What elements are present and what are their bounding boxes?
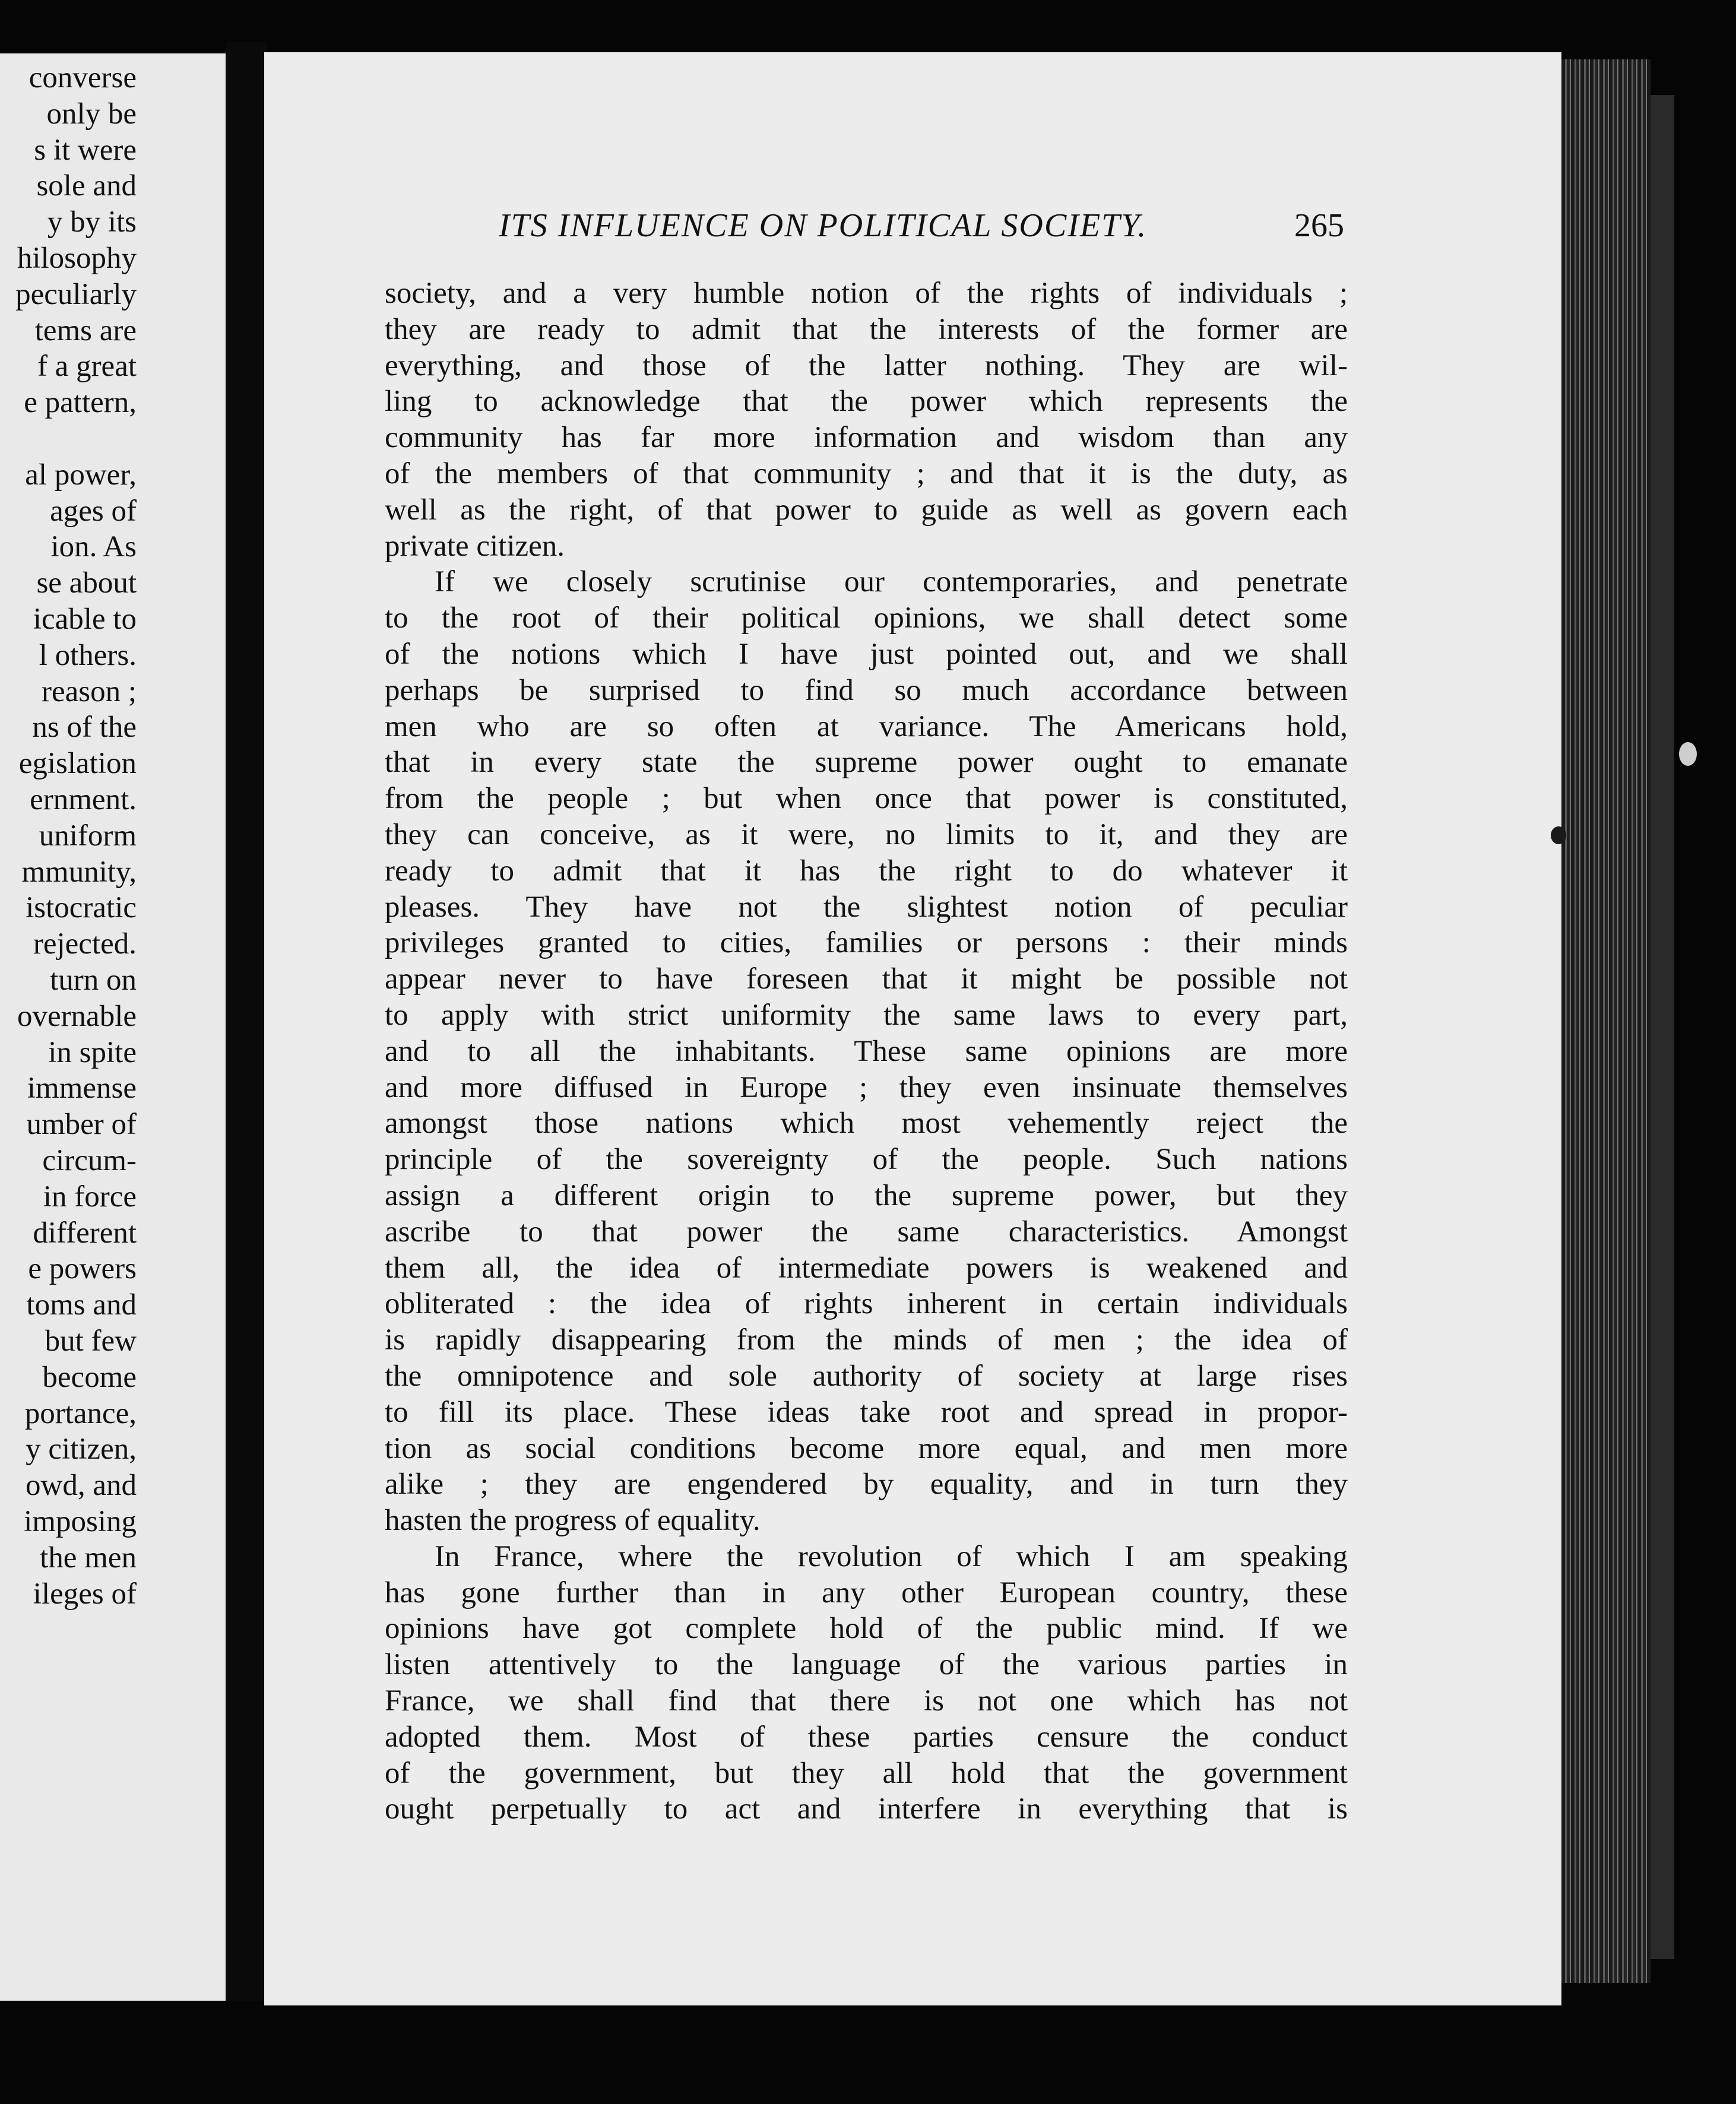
left-page-line: se about: [36, 566, 137, 600]
text-line: In France, where the revolution of which I am speaking: [435, 1539, 1348, 1573]
text-line: private citizen.: [385, 529, 565, 563]
text-line: If we closely scrutinise our contemporaries, and penetrate: [435, 565, 1348, 599]
left-page-line: ion. As: [50, 530, 137, 564]
text-line: to fill its place. These ideas take root and spread in propor-: [385, 1395, 1348, 1429]
text-line: ling to acknowledge that the power which represents the: [385, 385, 1348, 419]
text-line: adopted them. Most of these parties censure the conduct: [385, 1720, 1348, 1754]
text-line: perhaps be surprised to find so much accordance between: [385, 673, 1348, 707]
left-page-line: circum-: [42, 1144, 137, 1177]
left-page-line: in force: [43, 1180, 137, 1213]
text-line: tion as social conditions become more equal, and men more: [385, 1431, 1348, 1465]
left-page-line: owd, and: [26, 1469, 137, 1503]
left-page-line: s it were: [34, 133, 137, 167]
left-page-line: e powers: [28, 1252, 137, 1286]
left-page-line: ages of: [50, 494, 137, 528]
text-line: everything, and those of the latter nothing. They are wil-: [385, 348, 1348, 382]
text-line: is rapidly disappearing from the minds of men ; the idea of: [385, 1323, 1348, 1357]
left-page-line: ileges of: [33, 1577, 137, 1611]
text-line: of the members of that community ; and that it is the duty, as: [385, 457, 1348, 490]
text-line: assign a different origin to the supreme power, but they: [385, 1178, 1348, 1212]
left-page-line: ns of the: [32, 711, 137, 744]
text-line: community has far more information and wisdom than any: [385, 421, 1348, 455]
left-page-line: reason ;: [41, 674, 137, 708]
left-page-line: icable to: [33, 603, 137, 636]
text-line: hasten the progress of equality.: [385, 1504, 761, 1538]
text-line: obliterated : the idea of rights inherent in certain individuals: [385, 1287, 1348, 1321]
page-number: 265: [1294, 207, 1344, 244]
left-page-line: uniform: [39, 819, 137, 853]
text-line: society, and a very humble notion of the rights of individuals ;: [385, 277, 1348, 310]
text-line: amongst those nations which most vehemently reject the: [385, 1107, 1348, 1140]
text-line: privileges granted to cities, families or persons : their minds: [385, 926, 1348, 960]
running-head: ITS INFLUENCE ON POLITICAL SOCIETY.: [499, 207, 1148, 244]
text-line: to apply with strict uniformity the same laws to every part,: [385, 998, 1348, 1032]
text-line: France, we shall find that there is not one which has not: [385, 1684, 1348, 1718]
left-page-line: become: [42, 1360, 137, 1394]
left-page-line: y citizen,: [26, 1433, 137, 1466]
book-gutter: [226, 42, 267, 2001]
left-page-line: mmunity,: [21, 855, 137, 889]
left-page-line: al power,: [25, 458, 137, 492]
left-page-line: converse: [28, 61, 137, 94]
left-page-line: only be: [46, 97, 137, 131]
text-line: the omnipotence and sole authority of society at large rises: [385, 1359, 1348, 1393]
text-line: of the notions which I have just pointed out, and we shall: [385, 637, 1348, 671]
left-page-line: egislation: [18, 747, 137, 781]
text-line: that in every state the supreme power ought to emanate: [385, 746, 1348, 780]
left-page-line: peculiarly: [15, 277, 137, 311]
left-page-line: sole and: [36, 169, 137, 203]
left-page-line: in spite: [48, 1035, 137, 1069]
text-line: ascribe to that power the same characteristics. Amongst: [385, 1215, 1348, 1249]
ink-blot: [1679, 742, 1697, 766]
text-line: opinions have got complete hold of the public mind. If we: [385, 1612, 1348, 1646]
text-line: pleases. They have not the slightest notion of peculiar: [385, 890, 1348, 924]
left-page-line: immense: [27, 1072, 137, 1105]
left-page-line: l others.: [39, 638, 137, 672]
ink-blot: [1551, 826, 1566, 844]
left-page-line: turn on: [50, 964, 137, 997]
text-line: from the people ; but when once that power is constituted,: [385, 782, 1348, 816]
left-page-line: overnable: [17, 999, 137, 1033]
text-line: listen attentively to the language of the various parties in: [385, 1648, 1348, 1682]
left-page-line: y by its: [47, 205, 137, 239]
text-line: alike ; they are engendered by equality, and in turn they: [385, 1468, 1348, 1501]
body-text: [385, 275, 1348, 1827]
left-page-line: tems are: [34, 313, 137, 347]
left-page-line: but few: [45, 1324, 137, 1358]
text-line: ready to admit that it has the right to do whatever it: [385, 854, 1348, 888]
left-page-line: imposing: [24, 1505, 137, 1538]
text-line: them all, the idea of intermediate powers is weakened and: [385, 1251, 1348, 1285]
left-page-line: e pattern,: [24, 386, 137, 420]
left-facing-page: [0, 53, 229, 2001]
text-line: they can conceive, as it were, no limits to it, and they are: [385, 817, 1348, 851]
left-page-line: rejected.: [33, 927, 137, 961]
left-page-line: istocratic: [26, 891, 137, 925]
left-page-line: ernment.: [30, 783, 137, 816]
text-line: they are ready to admit that the interests of the former are: [385, 312, 1348, 346]
text-line: principle of the sovereignty of the people. Such nations: [385, 1143, 1348, 1177]
left-page-line: portance,: [24, 1396, 137, 1430]
page-edge-stack: [1561, 59, 1651, 1983]
text-line: well as the right, of that power to guide as well as govern each: [385, 493, 1348, 527]
left-page-line: different: [33, 1216, 137, 1250]
text-line: and more diffused in Europe ; they even insinuate themselves: [385, 1070, 1348, 1104]
left-page-line: f a great: [37, 350, 137, 384]
text-line: men who are so often at variance. The Americans hold,: [385, 709, 1348, 743]
book-cover-edge: [1651, 95, 1674, 1959]
left-page-line: hilosophy: [17, 242, 137, 275]
text-line: to the root of their political opinions, we shall detect some: [385, 601, 1348, 635]
text-line: ought perpetually to act and interfere in everything that is: [385, 1792, 1348, 1826]
left-page-line: umber of: [26, 1108, 137, 1142]
left-page-line: toms and: [26, 1288, 137, 1322]
text-line: has gone further than in any other European country, these: [385, 1576, 1348, 1609]
left-page-line: the men: [40, 1541, 137, 1574]
text-line: appear never to have foreseen that it might be possible not: [385, 962, 1348, 996]
text-line: of the government, but they all hold that the government: [385, 1756, 1348, 1790]
text-line: and to all the inhabitants. These same opinions are more: [385, 1034, 1348, 1068]
